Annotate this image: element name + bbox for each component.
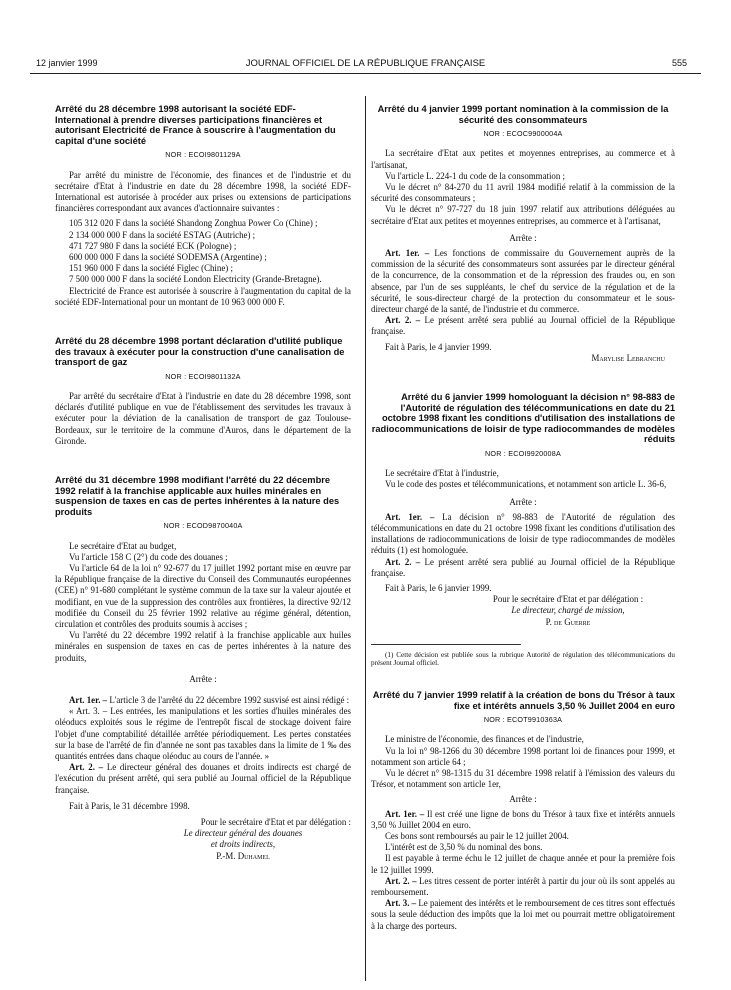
arrete-heading: Arrête : — [509, 496, 537, 507]
article-paragraph — [371, 512, 675, 557]
paragraph: Vu l'article 158 C (2°) du code des douanes ; — [69, 551, 228, 562]
nor-reference: NOR : ECOT9910363A — [483, 715, 563, 725]
nor-reference: NOR : ECOI9801129A — [165, 150, 241, 160]
signature-title: Le directeur général des douanes — [183, 828, 303, 839]
header-rule — [30, 73, 701, 74]
article-paragraph — [371, 557, 675, 579]
article-text: Les titres cessent de porter intérêt à partir du jour où ils sont appelés au remboursement. — [371, 875, 675, 898]
article-label: Art. 1er. – — [385, 248, 430, 259]
column-divider — [365, 96, 366, 981]
article-label: Art. 2. – — [69, 762, 104, 773]
nor-reference: NOR : ECOD9870040A — [163, 521, 243, 531]
paragraph: Le ministre de l'économie, des finances et de l'industrie, — [385, 734, 584, 745]
article-paragraph — [371, 248, 675, 315]
signatory-name: P.-M. Duhamel — [216, 850, 270, 861]
list-item: 105 312 020 F dans la société Shandong Zonghua Power Co (Chine) ; — [69, 218, 318, 229]
nor-reference: NOR : ECOI9801132A — [165, 371, 241, 381]
list-item: 471 727 980 F dans la société ECK (Pologne) ; — [69, 240, 237, 251]
article-paragraph — [371, 315, 675, 337]
article-paragraph — [55, 695, 351, 706]
article-paragraph — [371, 876, 675, 898]
paragraph: Le secrétaire d'Etat au budget, — [69, 540, 177, 551]
article-paragraph — [55, 762, 351, 796]
signature-line: Pour le secrétaire d'Etat et par délégation : — [200, 817, 351, 828]
header-page-number: 555 — [671, 58, 687, 68]
paragraph: Par arrêté du secrétaire d'Etat à l'industrie en date du 28 décembre 1998, sont déclarés d'utilité publique en vue de l'établissement des servitudes les travaux à exécuter pour la déviation de la canalisation de transport de gaz Toulouse-Bordeaux, sur le territoire de la commune d'Auros, dans le département de la Gironde. — [55, 391, 351, 446]
header-date: 12 janvier 1999 — [36, 58, 98, 68]
article-title: Arrêté du 4 janvier 1999 portant nomination à la commission de la sécurité des consommateurs — [377, 104, 669, 125]
arrete-heading: Arrête : — [509, 232, 537, 243]
article-label: Art. 3. – — [385, 898, 417, 909]
nor-reference: NOR : ECOC9900004A — [483, 129, 563, 139]
article-title: Arrêté du 7 janvier 1999 relatif à la création de bons du Trésor à taux fixe et intérêts annuels 3,50 % Juillet 2004 en euro — [372, 690, 675, 711]
article-label: Art. 1er. – — [69, 695, 108, 706]
paragraph: Ces bons sont remboursés au pair le 12 juillet 2004. — [385, 831, 569, 842]
signature-title: Le directeur, chargé de mission, — [511, 605, 625, 616]
signature-date: Fait à Paris, le 6 janvier 1999. — [385, 583, 492, 594]
left-column — [55, 98, 351, 862]
paragraph: Electricité de France est autorisée à souscrire à l'augmentation du capital de la société EDF-International pour un montant de 10 963 000 000 F. — [55, 285, 351, 307]
article-text: Le paiement des intérêts et le remboursement de ces titres sont effectués sous la seule déduction des impôts que la loi met ou pourrait mettre obligatoirement à la charge des porteurs. — [371, 898, 675, 931]
list-item: 7 500 000 000 F dans la société London Electricity (Grande-Bretagne). — [69, 274, 322, 285]
article-label: Art. 2. – — [385, 556, 421, 567]
paragraph: Vu l'article L. 224-1 du code de la consommation ; — [385, 170, 565, 181]
quoted-article: « Art. 3. – Les entrées, les manipulations et les sorties d'huiles minérales des oléoducs exploités sous le régime de l'entrepôt fiscal de stockage doivent faire l'objet d'une comptabilité détaillée arrêtée périodiquement. Les pertes constatées sur la base de l'arrêté de fin d'année ne sont pas taxables dans la limite de 1 ‰ des quantités entrées dans chaque oléoduc au cours de l'année. » — [55, 706, 351, 762]
signature-date: Fait à Paris, le 31 décembre 1998. — [69, 800, 190, 811]
right-column — [371, 98, 675, 932]
list-item: 151 960 000 F dans la société Figlec (Chine) ; — [69, 263, 233, 274]
paragraph: Vu le décret n° 98-1315 du 31 décembre 1998 relatif à l'émission des valeurs du Trésor, et notamment son article 1er, — [371, 768, 675, 790]
article-title: Arrêté du 28 décembre 1998 autorisant la société EDF-International à prendre diverses participations financières et autorisant Electricité de France à souscrire à l'augmentation du capital d'une société — [55, 104, 336, 146]
paragraph: Vu le code des postes et télécommunications, et notamment son article L. 36-6, — [385, 479, 667, 490]
list-item: 600 000 000 F dans la société SODEMSA (Argentine) ; — [69, 252, 267, 262]
article-paragraph — [371, 809, 675, 831]
article-text: L'article 3 de l'arrêté du 22 décembre 1992 susvisé est ainsi rédigé : — [107, 695, 350, 706]
article-text: La décision n° 98-883 de l'Autorité de régulation des télécommunications en date du 21 octobre 1998 fixant les conditions d'utilisation des installations de radiocommunications de loisir de type radiocommandes de modèles réduits (1) est homologuée. — [371, 511, 675, 556]
paragraph: Il est payable à terme échu le 12 juillet de chaque année et pour la première fois le 12 juillet 1999. — [371, 853, 675, 875]
article-label: Art. 2. – — [385, 875, 417, 886]
signatory-name: P. de Guerre — [545, 616, 591, 627]
paragraph: Vu le décret n° 97-727 du 18 juin 1997 relatif aux attributions déléguées au secrétaire d'Etat aux petites et moyennes entreprises, au commerce et à l'artisanat, — [371, 204, 675, 226]
article-title: Arrêté du 28 décembre 1998 portant déclaration d'utilité publique des travaux à exécuter pour la construction d'une canalisation de transport de gaz — [55, 336, 345, 368]
paragraph: Vu l'article 64 de la loi n° 92-677 du 17 juillet 1992 portant mise en œuvre par la République française de la directive du Conseil des Communautés européennes (CEE) n° 91-680 complétant le système commun de la taxe sur la valeur ajoutée et modifiant, en vue de la suppression des contrôles aux frontières, la directive 92/12 modifiée du Conseil du 25 février 1992 relative au régime général, détention, circulation et contrôles des produits soumis à accises ; — [55, 563, 351, 630]
paragraph: Vu la loi n° 98-1266 du 30 décembre 1998 portant loi de finances pour 1999, et notamment son article 64 ; — [371, 745, 675, 767]
arrete-heading: Arrête : — [509, 794, 537, 805]
nor-reference: NOR : ECOI9920008A — [485, 449, 561, 459]
page-header — [30, 58, 701, 72]
article-paragraph — [371, 898, 675, 932]
article-title: Arrêté du 31 décembre 1998 modifiant l'arrêté du 22 décembre 1992 relatif à la franchise applicable aux huiles minérales en suspension de taxes en cas de pertes inhérentes à la nature des produits — [55, 475, 340, 517]
article-label: Art. 1er. – — [385, 808, 425, 819]
signature-title: et droits indirects, — [210, 839, 276, 850]
article-label: Art. 1er. – — [385, 511, 435, 522]
article-text: Le présent arrêté sera publié au Journal officiel de la République française. — [371, 556, 675, 578]
footnote: (1) Cette décision est publiée sous la rubrique Autorité de régulation des télécommunications du présent Journal officiel. — [371, 650, 675, 668]
signatory-name: Marylise Lebranchu — [591, 352, 665, 363]
paragraph: L'intérêt est de 3,50 % du nominal des bons. — [385, 842, 543, 853]
header-journal-title: JOURNAL OFFICIEL DE LA RÉPUBLIQUE FRANÇAISE — [245, 58, 486, 69]
article-text: Le présent arrêté sera publié au Journal officiel de la République française. — [371, 315, 675, 337]
article-title: Arrêté du 6 janvier 1999 homologuant la décision n° 98-883 de l'Autorité de régulation des télécommunications en date du 21 octobre 1998 fixant les conditions d'utilisation des installations de radiocommunications de loisir de type radiocommandes de modèles réduits — [371, 392, 675, 445]
paragraph: Vu l'arrêté du 22 décembre 1992 relatif à la franchise applicable aux huiles minérales en suspension de taxes en cas de pertes inhérentes à la nature des produits, — [55, 630, 351, 663]
signature-line: Pour le secrétaire d'Etat et par délégation : — [492, 594, 644, 605]
arrete-heading: Arrête : — [189, 673, 217, 684]
paragraph: Vu le décret n° 84-270 du 11 avril 1984 modifié relatif à la commission de la sécurité des consommateurs ; — [371, 182, 675, 204]
article-text: Le directeur général des douanes et droits indirects est chargé de l'exécution du présent arrêté, qui sera publié au Journal officiel de la République française. — [55, 762, 351, 795]
signature-date: Fait à Paris, le 4 janvier 1999. — [385, 341, 492, 352]
article-text: Il est créé une ligne de bons du Trésor à taux fixe et intérêts annuels 3,50 % Juillet 2004 en euro. — [371, 808, 675, 830]
paragraph: La secrétaire d'Etat aux petites et moyennes entreprises, au commerce et à l'artisanat, — [371, 148, 675, 170]
paragraph: Par arrêté du ministre de l'économie, des finances et de l'industrie et du secrétaire d'Etat à l'industrie en date du 28 décembre 1998, la société EDF-International est autorisée à procéder aux prises ou extensions de participations financières correspondant aux avances d'actionnaire suivantes : — [55, 169, 351, 214]
footnote-rule — [371, 644, 521, 645]
article-label: Art. 2. – — [385, 315, 421, 326]
paragraph: Le secrétaire d'Etat à l'industrie, — [385, 468, 499, 479]
list-item: 2 134 000 000 F dans la société ESTAG (Autriche) ; — [69, 229, 256, 240]
article-text: Les fonctions de commissaire du Gouvernement auprès de la commission de la sécurité des consommateurs sont assurées par le directeur général de la concurrence, de la consommation et de la répression des fraudes ou, en son absence, par l'un de ses suppléants, le chef du service de la régulation et de la sécurité, le sous-directeur chargé de la protection du consommateur et le sous-directeur chargé de la santé, de l'industrie et du commerce. — [371, 248, 675, 315]
